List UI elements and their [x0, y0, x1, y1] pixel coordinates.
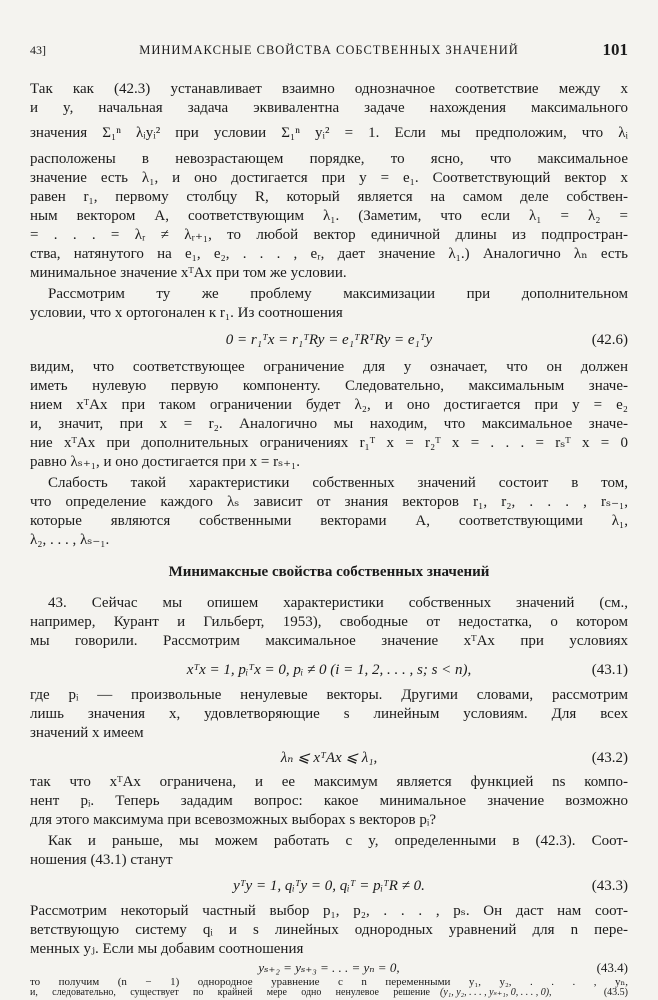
text-line: ства, натянутого на e₁, e₂, . . . , eᵣ, дает значение λ₁.) Аналогично λₙ есть [30, 246, 628, 262]
equation-formula: 0 = r₁ᵀx = r₁ᵀRy = e₁ᵀRᵀRy = e₁ᵀy [225, 332, 433, 348]
text-line: ветствующую систему qᵢ и s линейных однородных уравнений для n пере- [30, 922, 628, 938]
text-line: и, следовательно, существует по крайней мере одно ненулевое решение [30, 987, 430, 998]
text-line: лишь значения x, удовлетворяющие s линейным условиям. Для всех [30, 706, 628, 722]
text-line: и y, начальная задача эквивалентна задаче нахождения максимального [30, 100, 628, 116]
text-line: Слабость такой характеристики собственных значений состоит в том, [48, 475, 628, 491]
text-line: где pᵢ — произвольные ненулевые векторы. Другими словами, рассмотрим [30, 687, 628, 703]
text-line: значение есть λ₁, и оно достигается при y = e₁. Соответствующий вектор x [30, 170, 628, 186]
equation-number: (43.5) [603, 987, 628, 998]
text-line: и, значит, при x = r₂. Аналогично мы находим, что максимальное значе- [30, 416, 628, 432]
equation-formula: λₙ ⩽ xᵀAx ⩽ λ₁, [280, 750, 378, 766]
text-line: нент pᵢ. Теперь зададим вопрос: какое минимальное значение возможно [30, 793, 628, 809]
equation-number: (42.6) [591, 332, 628, 348]
text-line: для этого максимума при всевозможных выборах s векторов pᵢ? [30, 812, 436, 828]
text-line: менных yⱼ. Если мы добавим соотношения [30, 941, 304, 957]
text-line: видим, что соответствующее ограничение для y означает, что он должен [30, 359, 628, 375]
running-header [30, 40, 628, 64]
text-line: например, Курант и Гильберт, 1953), свободные от недостатка, о котором [30, 614, 628, 630]
equation-number: (43.2) [591, 750, 628, 766]
text-line: мы говорили. Рассмотрим максимальное значение xᵀAx при условиях [30, 633, 628, 649]
text-line: ние xᵀAx при дополнительных ограничениях r₁ᵀ x = r₂ᵀ x = . . . = rₛᵀ x = 0 [30, 435, 628, 451]
equation-number: (43.3) [591, 878, 628, 894]
text-line: ношения (43.1) станут [30, 852, 173, 868]
section-marker: 43] [30, 43, 46, 57]
text-line: расположены в невозрастающем порядке, то ясно, что максимальное [30, 151, 628, 167]
text-line: равен r₁, первому столбцу R, который является на самом деле собствен- [30, 189, 628, 205]
text-line: Рассмотрим некоторый частный выбор p₁, p₂, . . . , pₛ. Он даст нам соот- [30, 903, 628, 919]
text-line: Как и раньше, мы можем работать с y, определенными в (42.3). Соот- [48, 833, 628, 849]
text-line: нием xᵀAx при таком ограничении будет λ₂, и оно достигается при y = e₂ [30, 397, 628, 413]
text-line: = . . . = λᵣ ≠ λᵣ₊₁, то любой вектор единичной длины из подпростран- [30, 227, 628, 243]
text-line: значений x имеем [30, 725, 144, 741]
text-line: иметь нулевую первую компоненту. Следовательно, максимальным значе- [30, 378, 628, 394]
text-line: что определение каждого λₛ зависит от знания векторов r₁, r₂, . . . , rₛ₋₁, [30, 494, 628, 510]
text-line: минимальное значение xᵀAx при том же условии. [30, 265, 347, 281]
equation-number: (43.1) [591, 662, 628, 678]
equation-formula: (y₁, y₂, . . . , yₛ₊₁, 0, . . . , 0), [440, 987, 552, 998]
text-line: то получим (n − 1) однородное уравнение с n переменными y₁, y₂, . . . , yₙ, [30, 976, 628, 988]
section-heading: Минимаксные свойства собственных значений [168, 564, 490, 580]
equation-formula: yₛ₊₂ = yₛ₊₃ = . . . = yₙ = 0, [258, 960, 400, 975]
text-line: равно λₛ₊₁, и оно достигается при x = rₛ₊₁. [30, 454, 301, 470]
equation-formula: yᵀy = 1, qᵢᵀy = 0, qᵢᵀ = pᵢᵀR ≠ 0. [233, 878, 425, 894]
text-line: λ₂, . . . , λₛ₋₁. [30, 532, 110, 548]
equation-number: (43.4) [596, 960, 628, 975]
running-title: МИНИМАКСНЫЕ СВОЙСТВА СОБСТВЕННЫХ ЗНАЧЕНИЙ [139, 43, 519, 57]
text-line: ным вектором A, соответствующим λ₁. (Заметим, что если λ₁ = λ₂ = [30, 208, 628, 224]
text-line: Рассмотрим ту же проблему максимизации при дополнительном [48, 286, 628, 302]
page-number: 101 [602, 40, 628, 59]
text-line: Так как (42.3) устанавливает взаимно однозначное соответствие между x [30, 81, 628, 97]
text-line: так что xᵀAx ограничена, и ее максимум является функцией ns компо- [30, 774, 628, 790]
text-line: условии, что x ортогонален к r₁. Из соотношения [30, 305, 343, 321]
equation-formula: xᵀx = 1, pᵢᵀx = 0, pᵢ ≠ 0 (i = 1, 2, . . . , s; s < n), [186, 662, 472, 678]
text-line: значения Σ₁ⁿ λᵢyᵢ² при условии Σ₁ⁿ yᵢ² = 1. Если мы предположим, что λᵢ [30, 125, 628, 141]
text-line: которые являются собственными векторами A, соответствующими λ₁, [30, 513, 628, 529]
text-line: 43. Сейчас мы опишем характеристики собственных значений (см., [48, 595, 628, 611]
